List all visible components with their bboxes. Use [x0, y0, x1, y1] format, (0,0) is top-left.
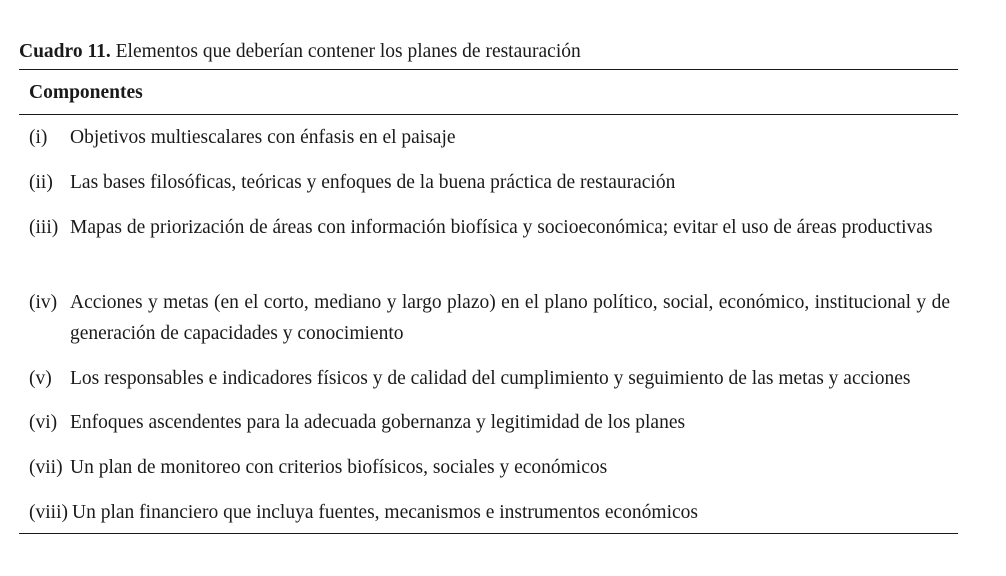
row-number: (iii) — [29, 217, 59, 238]
table-caption — [19, 40, 581, 64]
row-text: Un plan financiero que incluya fuentes, mecanismos e instrumentos económicos — [72, 502, 698, 523]
row-number: (v) — [29, 368, 52, 389]
bottom-rule — [19, 533, 958, 534]
header-rule — [19, 114, 958, 115]
row-text: Mapas de priorización de áreas con información biofísica y socioeconómica; evitar el uso de áreas productivas — [70, 217, 933, 238]
table-row — [29, 167, 950, 198]
column-header: Componentes — [29, 82, 143, 103]
row-number: (viii) — [29, 502, 68, 523]
row-number: (vii) — [29, 457, 63, 478]
row-text: Los responsables e indicadores físicos y de calidad del cumplimiento y seguimiento de las metas y acciones — [70, 368, 911, 389]
caption-label: Cuadro 11. — [19, 41, 111, 62]
row-text: Enfoques ascendentes para la adecuada gobernanza y legitimidad de los planes — [70, 412, 686, 433]
row-number: (ii) — [29, 172, 53, 193]
row-text: Acciones y metas (en el corto, mediano y largo plazo) en el plano político, social, económico, institucional y de generación de capacidades y conocimiento — [70, 292, 950, 344]
table-row — [29, 363, 950, 394]
table-row — [29, 407, 950, 438]
table-row — [29, 452, 950, 483]
table-row — [29, 287, 950, 349]
top-rule — [19, 69, 958, 70]
row-number: (i) — [29, 127, 48, 148]
table-row — [29, 212, 950, 243]
row-text: Objetivos multiescalares con énfasis en el paisaje — [70, 127, 456, 148]
table-row — [29, 122, 950, 153]
caption-text: Elementos que deberían contener los planes de restauración — [115, 41, 581, 62]
row-text: Las bases filosóficas, teóricas y enfoques de la buena práctica de restauración — [70, 172, 676, 193]
table-row — [29, 497, 950, 528]
row-number: (vi) — [29, 412, 58, 433]
row-number: (iv) — [29, 292, 58, 313]
row-text: Un plan de monitoreo con criterios biofísicos, sociales y económicos — [70, 457, 608, 478]
